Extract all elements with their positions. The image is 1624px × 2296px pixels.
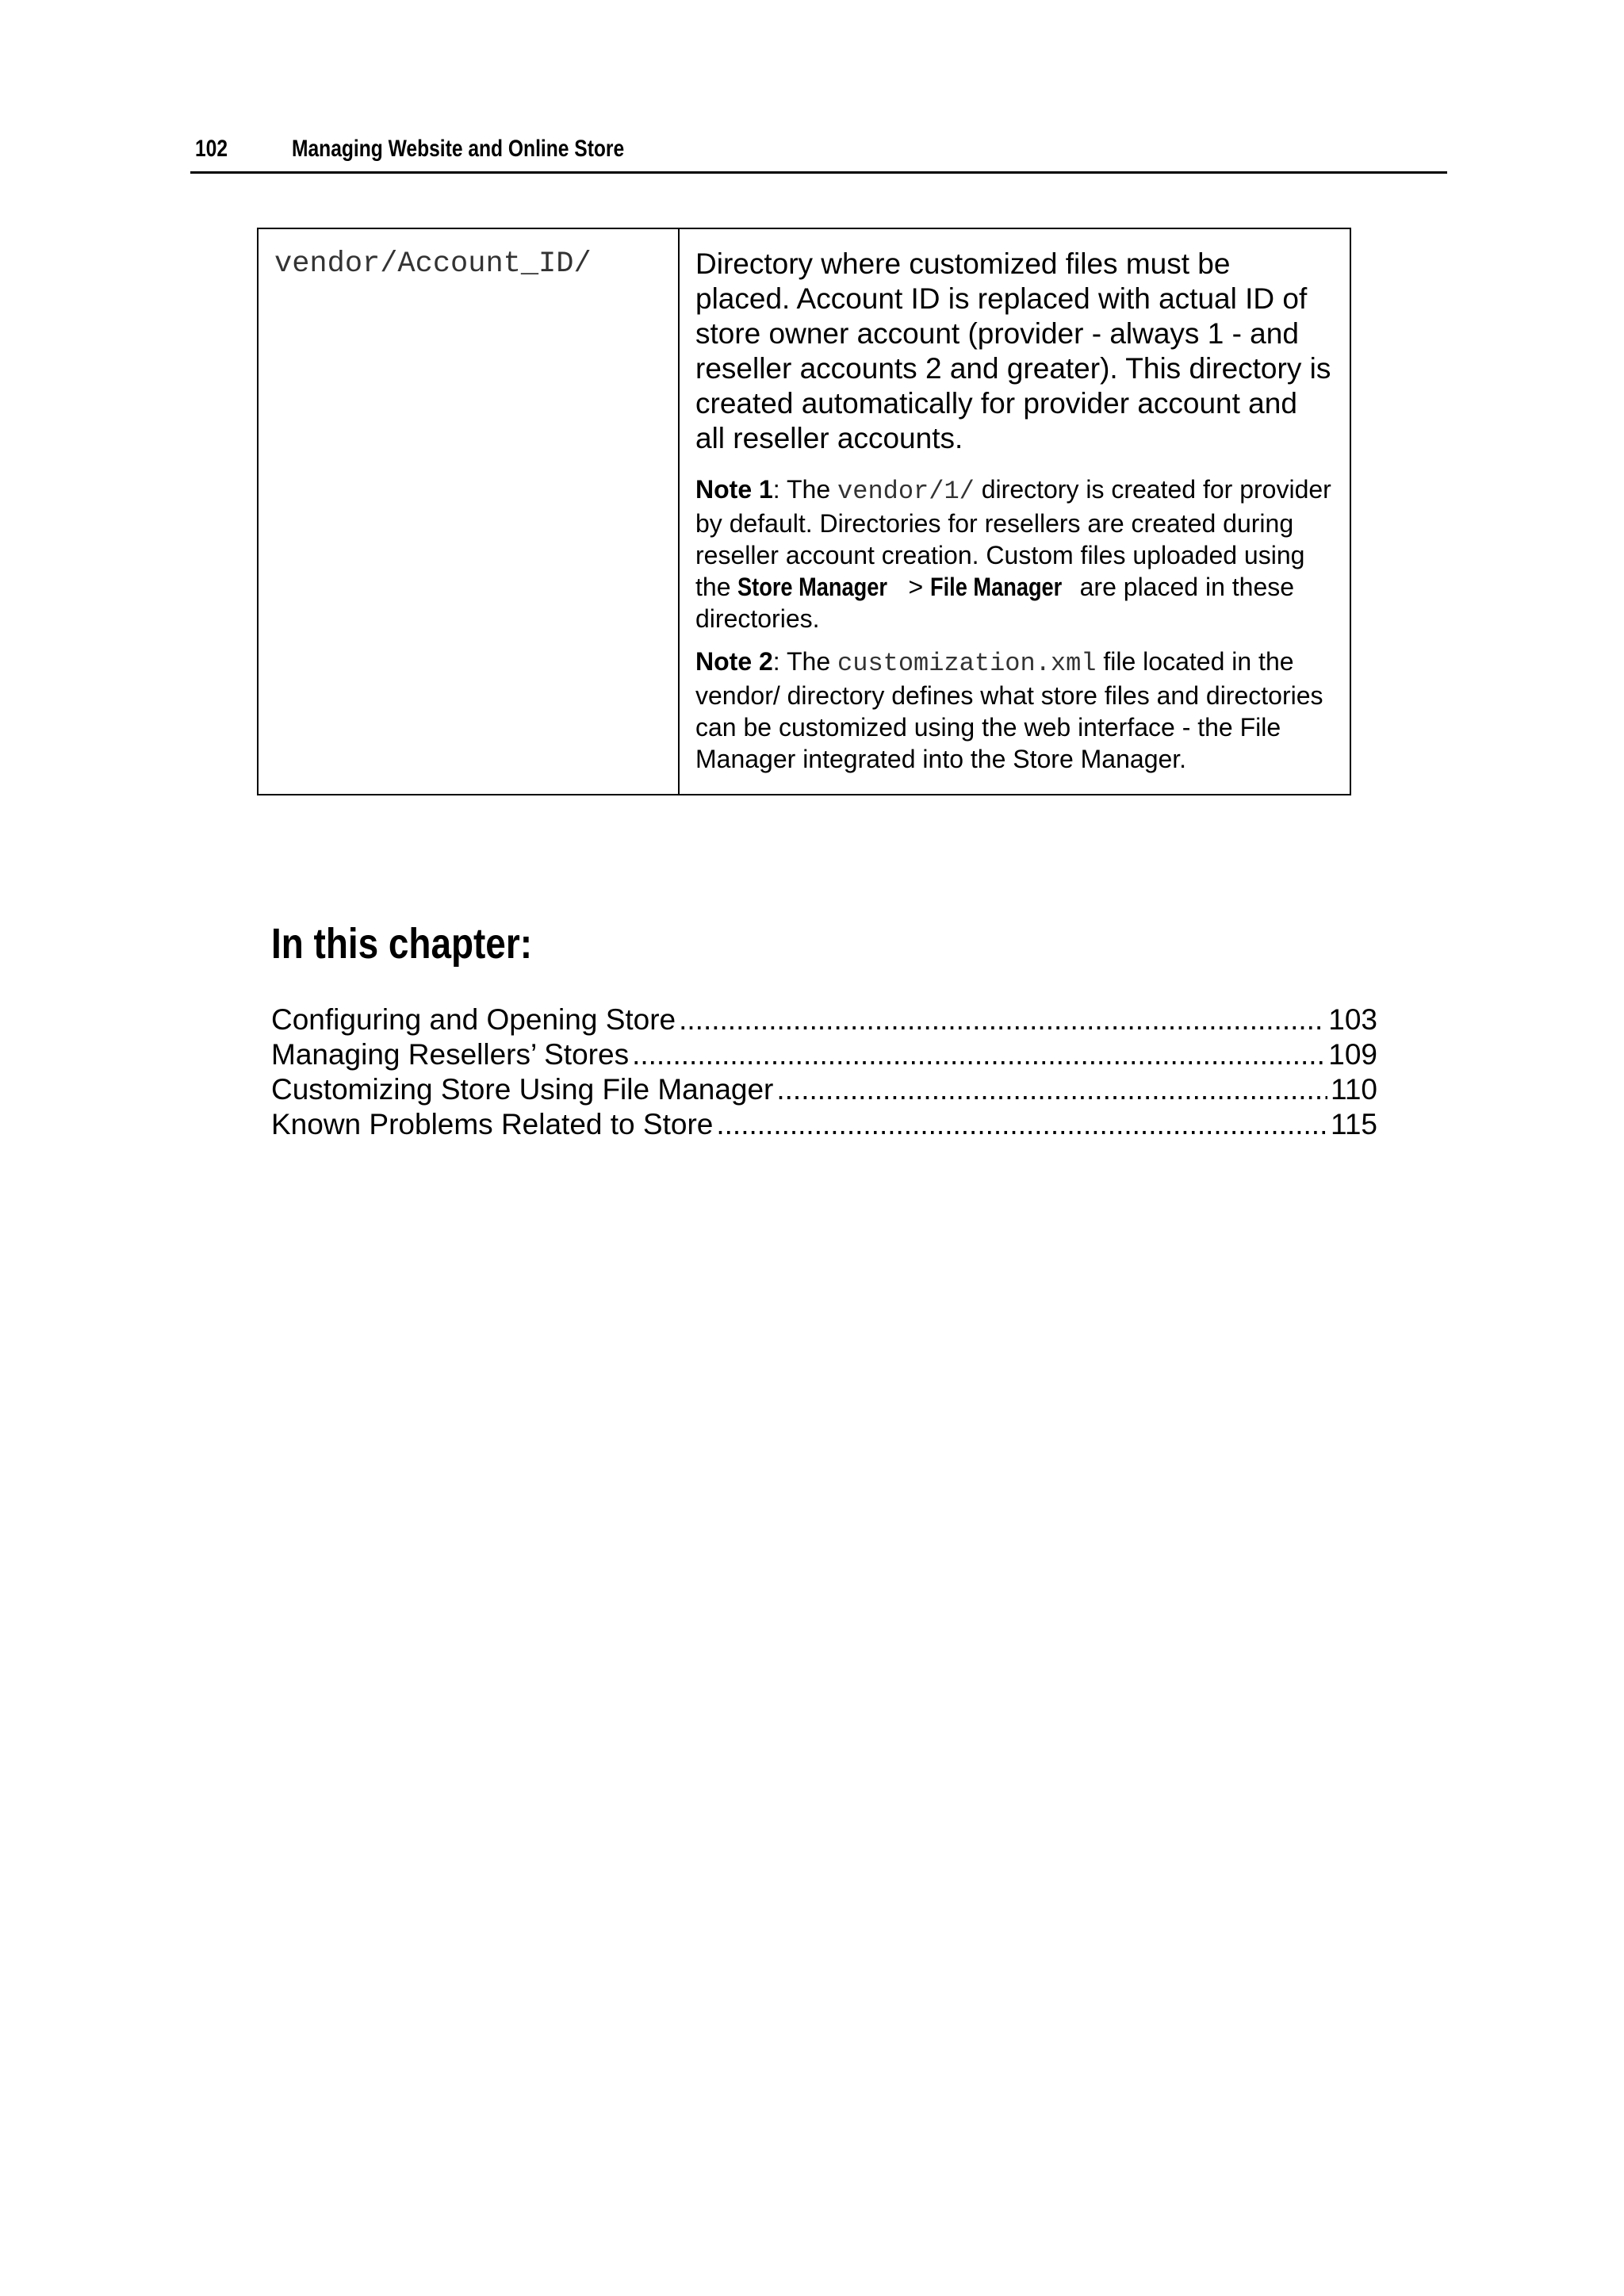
- note-2-code: customization.xml: [837, 649, 1097, 678]
- note-1-separator: >: [901, 573, 931, 601]
- table-row: [258, 228, 1350, 795]
- note-1-code: vendor/1/: [837, 477, 975, 506]
- toc-entry[interactable]: [271, 1037, 1377, 1072]
- toc-entry-page: 115: [1331, 1108, 1377, 1140]
- toc-entry-page: 110: [1331, 1073, 1377, 1106]
- running-title: Managing Website and Online Store: [292, 136, 625, 162]
- toc-entry[interactable]: [271, 1072, 1377, 1107]
- toc-entry-label: Managing Resellers’ Stores: [271, 1038, 630, 1071]
- directory-path: vendor/Account_ID/: [274, 247, 592, 281]
- page-number: 102: [195, 136, 228, 162]
- file-manager-ref: File Manager: [930, 573, 1063, 601]
- note-2: [695, 646, 1332, 775]
- note-2-label: Note 2: [695, 647, 773, 676]
- note-2-text-b: file located in the vendor/ directory defines what store files and directories can be customized using the web interface - the File Manager integrated into the Store Manager.: [695, 647, 1323, 773]
- toc-leader: [776, 1072, 1327, 1107]
- note-1-label: Note 1: [695, 475, 773, 504]
- path-cell: [258, 228, 679, 795]
- toc-leader: [679, 1002, 1325, 1037]
- toc-entry-label: Known Problems Related to Store: [271, 1108, 714, 1140]
- chapter-toc: [271, 1002, 1377, 1142]
- toc-entry[interactable]: [271, 1107, 1377, 1142]
- note-1: [695, 473, 1332, 634]
- toc-leader: [632, 1037, 1325, 1072]
- page-header: [190, 133, 1447, 174]
- directory-table: [257, 228, 1351, 795]
- note-2-text-a: : The: [772, 647, 838, 676]
- toc-entry-label: Configuring and Opening Store: [271, 1003, 676, 1036]
- toc-entry-page: 109: [1328, 1038, 1377, 1071]
- note-1-text-a: : The: [772, 475, 838, 504]
- toc-entry[interactable]: [271, 1002, 1377, 1037]
- toc-leader: [716, 1107, 1327, 1142]
- chapter-heading: In this chapter:: [271, 920, 532, 968]
- note-1-text-b: directory is created for provider by default. Directories for resellers are created during reseller account creation. Custom files uploaded using the: [695, 475, 1331, 601]
- directory-description: Directory where customized files must be placed. Account ID is replaced with actual ID of store owner account (provider - always 1 - and reseller accounts 2 and greater). This directory is created automatically for provider account and all reseller accounts.: [695, 247, 1331, 454]
- store-manager-ref: Store Manager: [737, 573, 888, 601]
- description-cell: [679, 228, 1350, 795]
- toc-entry-page: 103: [1328, 1003, 1377, 1036]
- toc-entry-label: Customizing Store Using File Manager: [271, 1073, 774, 1106]
- note-1-text-c: are placed in these directories.: [695, 573, 1295, 633]
